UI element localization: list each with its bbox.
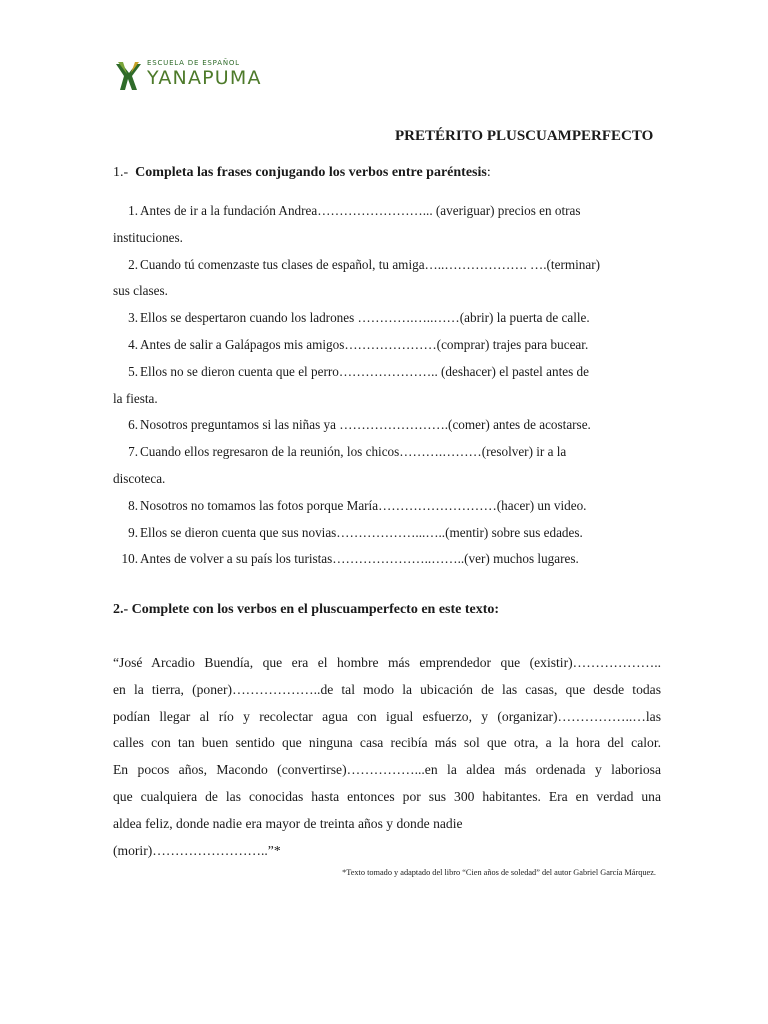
- source-footnote: *Texto tomado y adaptado del libro “Cien años de soledad” del autor Gabriel García Márquez.: [342, 868, 656, 877]
- exercise-text: Ellos no se dieron cuenta que el perro………………….. (deshacer) el pastel antes de: [140, 363, 589, 379]
- exercise-number: 3.: [128, 310, 138, 326]
- paragraph-line: calles con tan buen sentido que ninguna casa recibía más sol que otra, a la hora del calor.: [113, 735, 661, 751]
- exercise-item: [113, 198, 658, 252]
- section1-number: 1.-: [113, 165, 129, 180]
- llama-logo-icon: [114, 60, 144, 92]
- exercise-number: 5.: [128, 363, 138, 379]
- paragraph-line: en la tierra, (poner)………………..de tal modo la ubicación de las casas, que desde todas: [113, 681, 661, 697]
- exercise-item: [113, 252, 658, 306]
- school-logo: [114, 58, 264, 94]
- exercise-number: 8.: [128, 497, 138, 513]
- exercise-item: [113, 332, 658, 359]
- exercise-text: Nosotros no tomamos las fotos porque María………………………(hacer) un video.: [140, 497, 587, 513]
- logo-brand: YANAPUMA: [147, 67, 262, 89]
- page-title: PRETÉRITO PLUSCUAMPERFECTO: [395, 128, 654, 144]
- exercise-continuation: la fiesta.: [113, 390, 158, 406]
- exercise-text: Cuando tú comenzaste tus clases de español, tu amiga…..………………. ….(terminar): [140, 256, 600, 272]
- exercise-item: [113, 439, 658, 493]
- paragraph-line: En pocos años, Macondo (convertirse)……………...en la aldea más ordenada y laboriosa: [113, 762, 661, 778]
- exercise-item: [113, 546, 658, 573]
- section2-heading-text: 2.- Complete con los verbos en el pluscuamperfecto en este texto:: [113, 602, 500, 617]
- exercise-continuation: discoteca.: [113, 470, 166, 486]
- paragraph-line: (morir)……………………..”*: [113, 842, 281, 858]
- exercise-item: [113, 305, 658, 332]
- exercise-text: Nosotros preguntamos si las niñas ya …………………….(comer) antes de acostarse.: [140, 417, 591, 433]
- exercise-text: Antes de salir a Galápagos mis amigos…………………(comprar) trajes para bucear.: [140, 336, 589, 352]
- exercise-text: Antes de ir a la fundación Andrea……………………... (averiguar) precios en otras: [140, 203, 581, 218]
- paragraph-line: podían llegar al río y recolectar agua con igual esfuerzo, y (organizar)……………..…las: [113, 708, 661, 724]
- exercise-text: Ellos se dieron cuenta que sus novias………………...…..(mentir) sobre sus edades.: [140, 524, 583, 540]
- paragraph-line: aldea feliz, donde nadie era mayor de treinta años y donde nadie: [113, 815, 463, 831]
- section2-heading: [113, 602, 499, 618]
- section1-heading-suffix: :: [486, 165, 491, 180]
- paragraph-line: que cualquiera de las conocidas hasta entonces por sus 300 habitantes. Era en verdad una: [113, 788, 661, 804]
- exercise-number: 4.: [128, 336, 138, 352]
- exercise-item: [113, 359, 658, 413]
- exercise-item: [113, 493, 658, 520]
- exercise-number: 10.: [121, 551, 138, 567]
- exercise-item: [113, 412, 658, 439]
- exercise-text: Ellos se despertaron cuando los ladrones ………….…..……(abrir) la puerta de calle.: [140, 310, 590, 326]
- exercise-continuation: instituciones.: [113, 229, 183, 245]
- exercise-number: 6.: [128, 417, 138, 433]
- exercise-number: 1.: [128, 203, 138, 218]
- exercise-item: [113, 520, 658, 547]
- exercise-list: [113, 198, 658, 573]
- exercise-number: 7.: [128, 444, 138, 460]
- logo-subtitle: ESCUELA DE ESPAÑOL: [147, 59, 240, 67]
- paragraph-line: “José Arcadio Buendía, que era el hombre más emprendedor que (existir)………………..: [113, 655, 661, 670]
- cloze-paragraph: [113, 650, 661, 864]
- exercise-text: Antes de volver a su país los turistas…………………..……..(ver) muchos lugares.: [140, 551, 579, 567]
- exercise-number: 9.: [128, 524, 138, 540]
- exercise-continuation: sus clases.: [113, 283, 168, 299]
- section1-heading: [113, 165, 491, 181]
- section1-heading-text: Completa las frases conjugando los verbos entre paréntesis: [135, 165, 487, 180]
- exercise-number: 2.: [128, 256, 138, 272]
- exercise-text: Cuando ellos regresaron de la reunión, los chicos……….………(resolver) ir a la: [140, 444, 567, 460]
